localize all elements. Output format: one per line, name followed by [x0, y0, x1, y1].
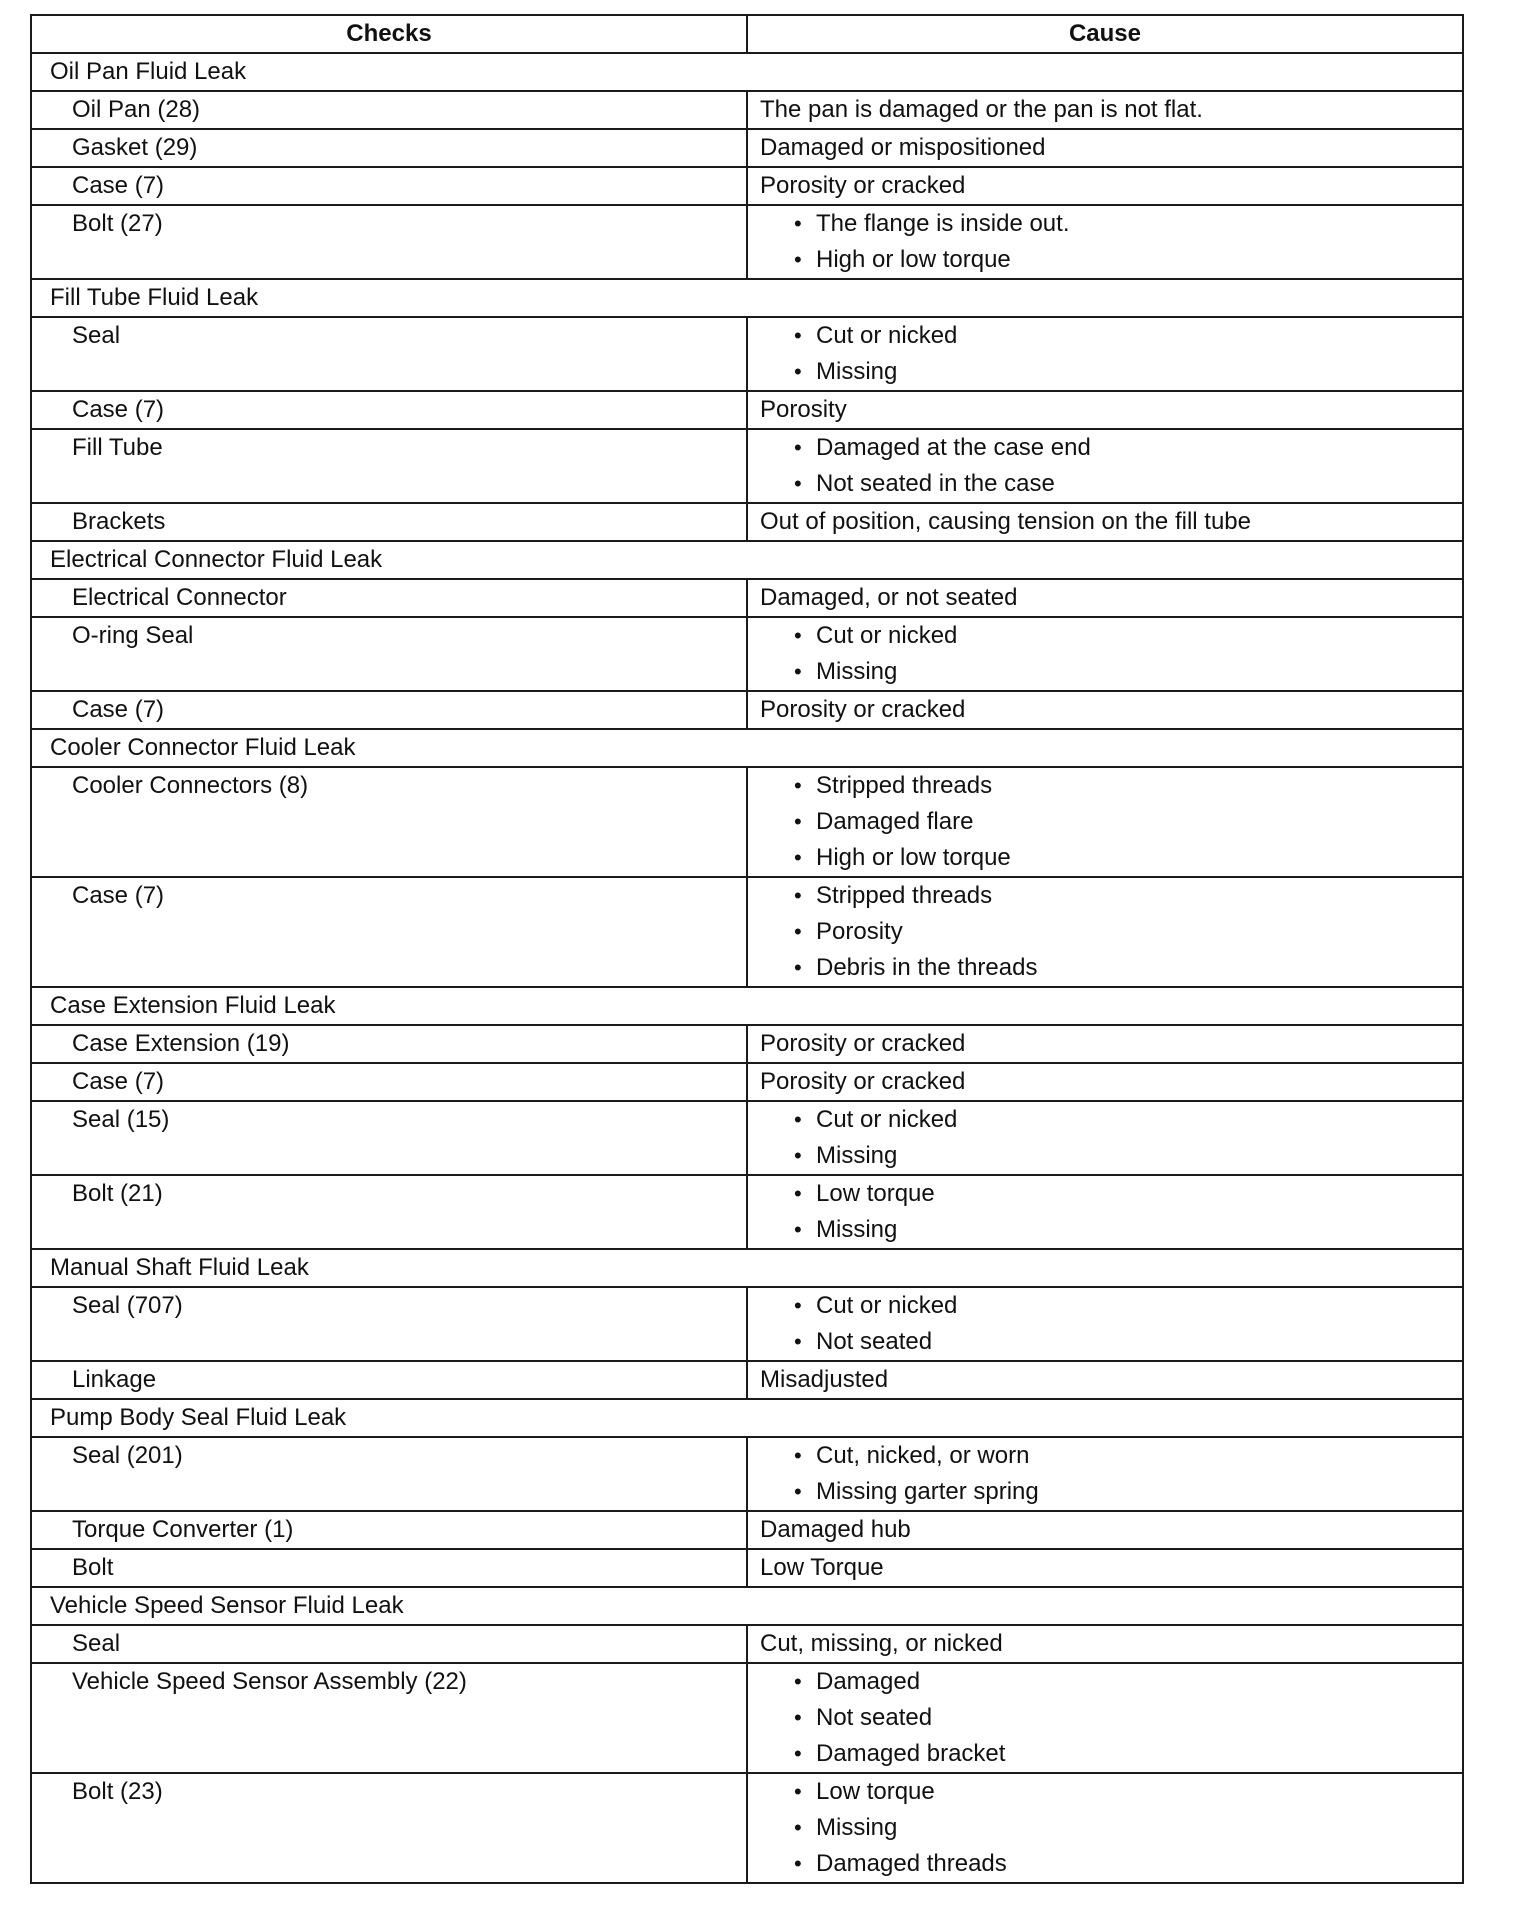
table-row — [31, 1287, 1463, 1361]
check-cell: Bolt (21) — [31, 1175, 747, 1249]
section-title: Oil Pan Fluid Leak — [31, 53, 1463, 91]
fluid-leak-diagnosis-table — [30, 14, 1464, 1884]
cause-bullet-item: • Debris in the threads — [794, 950, 1452, 986]
cause-bullet-item: • Porosity — [794, 914, 1452, 950]
cause-bullet-list — [758, 618, 1452, 690]
check-cell: Seal (15) — [31, 1101, 747, 1175]
cause-cell — [747, 1287, 1463, 1361]
cause-bullet-list — [758, 768, 1452, 876]
cause-cell — [747, 1625, 1463, 1663]
table-row — [31, 503, 1463, 541]
check-cell: Vehicle Speed Sensor Assembly (22) — [31, 1663, 747, 1773]
table-row — [31, 1511, 1463, 1549]
cause-bullet-list — [758, 1102, 1452, 1174]
cause-bullet-item: • Low torque — [794, 1176, 1452, 1212]
check-cell: Case Extension (19) — [31, 1025, 747, 1063]
table-row — [31, 1175, 1463, 1249]
cause-cell — [747, 1101, 1463, 1175]
check-cell: Case (7) — [31, 167, 747, 205]
section-row — [31, 1587, 1463, 1625]
section-title: Vehicle Speed Sensor Fluid Leak — [31, 1587, 1463, 1625]
table-row — [31, 1437, 1463, 1511]
cause-bullet-list — [758, 206, 1452, 278]
diagnostic-table-page — [30, 14, 1462, 1884]
cause-bullet-list — [758, 318, 1452, 390]
section-row — [31, 1249, 1463, 1287]
check-cell: Brackets — [31, 503, 747, 541]
table-row — [31, 1025, 1463, 1063]
cause-text: Porosity or cracked — [760, 1030, 966, 1057]
table-header-row — [31, 15, 1463, 53]
cause-text: Low Torque — [760, 1554, 884, 1581]
cause-text: Porosity or cracked — [760, 172, 966, 199]
check-cell: Seal — [31, 1625, 747, 1663]
cause-cell — [747, 1663, 1463, 1773]
check-cell: Seal (707) — [31, 1287, 747, 1361]
table-row — [31, 129, 1463, 167]
table-row — [31, 691, 1463, 729]
cause-bullet-item: • Missing — [794, 654, 1452, 690]
cause-cell — [747, 205, 1463, 279]
table-row — [31, 1625, 1463, 1663]
section-title: Cooler Connector Fluid Leak — [31, 729, 1463, 767]
table-row — [31, 877, 1463, 987]
cause-cell — [747, 1773, 1463, 1883]
section-row — [31, 279, 1463, 317]
check-cell: Case (7) — [31, 1063, 747, 1101]
section-title: Manual Shaft Fluid Leak — [31, 1249, 1463, 1287]
check-cell: Electrical Connector — [31, 579, 747, 617]
check-cell: Bolt — [31, 1549, 747, 1587]
cause-cell — [747, 1549, 1463, 1587]
cause-bullet-item: • Not seated — [794, 1324, 1452, 1360]
cause-text: Porosity — [760, 396, 847, 423]
section-row — [31, 53, 1463, 91]
cause-text: Porosity or cracked — [760, 696, 966, 723]
table-row — [31, 1101, 1463, 1175]
cause-cell — [747, 1025, 1463, 1063]
cause-bullet-list — [758, 1664, 1452, 1772]
cause-bullet-item: • Cut or nicked — [794, 1288, 1452, 1324]
cause-text: The pan is damaged or the pan is not flat. — [760, 96, 1203, 123]
cause-bullet-item: • Stripped threads — [794, 768, 1452, 804]
cause-bullet-item: • Damaged flare — [794, 804, 1452, 840]
cause-bullet-list — [758, 1774, 1452, 1882]
cause-bullet-item: • Low torque — [794, 1774, 1452, 1810]
cause-bullet-list — [758, 430, 1452, 502]
cause-bullet-item: • Cut, nicked, or worn — [794, 1438, 1452, 1474]
section-title: Fill Tube Fluid Leak — [31, 279, 1463, 317]
cause-text: Porosity or cracked — [760, 1068, 966, 1095]
table-row — [31, 391, 1463, 429]
section-title: Electrical Connector Fluid Leak — [31, 541, 1463, 579]
section-row — [31, 729, 1463, 767]
cause-text: Out of position, causing tension on the fill tube — [760, 508, 1251, 535]
section-row — [31, 987, 1463, 1025]
section-title: Case Extension Fluid Leak — [31, 987, 1463, 1025]
check-cell: Linkage — [31, 1361, 747, 1399]
check-cell: O-ring Seal — [31, 617, 747, 691]
cause-cell — [747, 1063, 1463, 1101]
cause-bullet-item: • High or low torque — [794, 840, 1452, 876]
check-cell: Seal — [31, 317, 747, 391]
table-row — [31, 167, 1463, 205]
cause-bullet-item: • Damaged bracket — [794, 1736, 1452, 1772]
cause-bullet-list — [758, 1176, 1452, 1248]
cause-bullet-item: • The flange is inside out. — [794, 206, 1452, 242]
cause-cell — [747, 391, 1463, 429]
cause-bullet-item: • Damaged at the case end — [794, 430, 1452, 466]
cause-cell — [747, 1437, 1463, 1511]
cause-cell — [747, 167, 1463, 205]
cause-bullet-item: • Damaged — [794, 1664, 1452, 1700]
cause-bullet-list — [758, 1288, 1452, 1360]
cause-text: Misadjusted — [760, 1366, 889, 1393]
table-row — [31, 1773, 1463, 1883]
checks-column-header: Checks — [31, 15, 747, 53]
cause-bullet-item: • Damaged threads — [794, 1846, 1452, 1882]
check-cell: Case (7) — [31, 691, 747, 729]
cause-bullet-item: • Missing — [794, 1212, 1452, 1248]
cause-bullet-item: • Missing — [794, 1810, 1452, 1846]
check-cell: Cooler Connectors (8) — [31, 767, 747, 877]
cause-bullet-item: • Missing — [794, 1138, 1452, 1174]
cause-cell — [747, 877, 1463, 987]
cause-bullet-item: • Not seated in the case — [794, 466, 1452, 502]
cause-bullet-list — [758, 878, 1452, 986]
table-row — [31, 1663, 1463, 1773]
cause-bullet-item: • Cut or nicked — [794, 618, 1452, 654]
cause-bullet-list — [758, 1438, 1452, 1510]
section-row — [31, 541, 1463, 579]
cause-cell — [747, 429, 1463, 503]
check-cell: Fill Tube — [31, 429, 747, 503]
cause-text: Damaged or mispositioned — [760, 134, 1046, 161]
cause-cell — [747, 91, 1463, 129]
cause-cell — [747, 617, 1463, 691]
cause-bullet-item: • Not seated — [794, 1700, 1452, 1736]
check-cell: Bolt (27) — [31, 205, 747, 279]
cause-cell — [747, 767, 1463, 877]
cause-cell — [747, 317, 1463, 391]
table-row — [31, 429, 1463, 503]
cause-bullet-item: • Cut or nicked — [794, 318, 1452, 354]
check-cell: Torque Converter (1) — [31, 1511, 747, 1549]
table-row — [31, 767, 1463, 877]
cause-cell — [747, 579, 1463, 617]
table-row — [31, 317, 1463, 391]
cause-cell — [747, 503, 1463, 541]
check-cell: Bolt (23) — [31, 1773, 747, 1883]
cause-text: Cut, missing, or nicked — [760, 1630, 1003, 1657]
table-row — [31, 579, 1463, 617]
cause-cell — [747, 129, 1463, 167]
check-cell: Oil Pan (28) — [31, 91, 747, 129]
cause-text: Damaged hub — [760, 1516, 911, 1543]
section-row — [31, 1399, 1463, 1437]
cause-column-header: Cause — [747, 15, 1463, 53]
cause-cell — [747, 1511, 1463, 1549]
cause-cell — [747, 1175, 1463, 1249]
table-row — [31, 91, 1463, 129]
cause-bullet-item: • Stripped threads — [794, 878, 1452, 914]
check-cell: Case (7) — [31, 391, 747, 429]
table-row — [31, 617, 1463, 691]
cause-cell — [747, 691, 1463, 729]
table-row — [31, 1361, 1463, 1399]
table-row — [31, 1549, 1463, 1587]
cause-text: Damaged, or not seated — [760, 584, 1018, 611]
check-cell: Case (7) — [31, 877, 747, 987]
cause-bullet-item: • Cut or nicked — [794, 1102, 1452, 1138]
section-title: Pump Body Seal Fluid Leak — [31, 1399, 1463, 1437]
table-row — [31, 205, 1463, 279]
check-cell: Seal (201) — [31, 1437, 747, 1511]
cause-bullet-item: • Missing — [794, 354, 1452, 390]
check-cell: Gasket (29) — [31, 129, 747, 167]
cause-bullet-item: • High or low torque — [794, 242, 1452, 278]
table-body — [31, 53, 1463, 1883]
table-row — [31, 1063, 1463, 1101]
cause-cell — [747, 1361, 1463, 1399]
cause-bullet-item: • Missing garter spring — [794, 1474, 1452, 1510]
